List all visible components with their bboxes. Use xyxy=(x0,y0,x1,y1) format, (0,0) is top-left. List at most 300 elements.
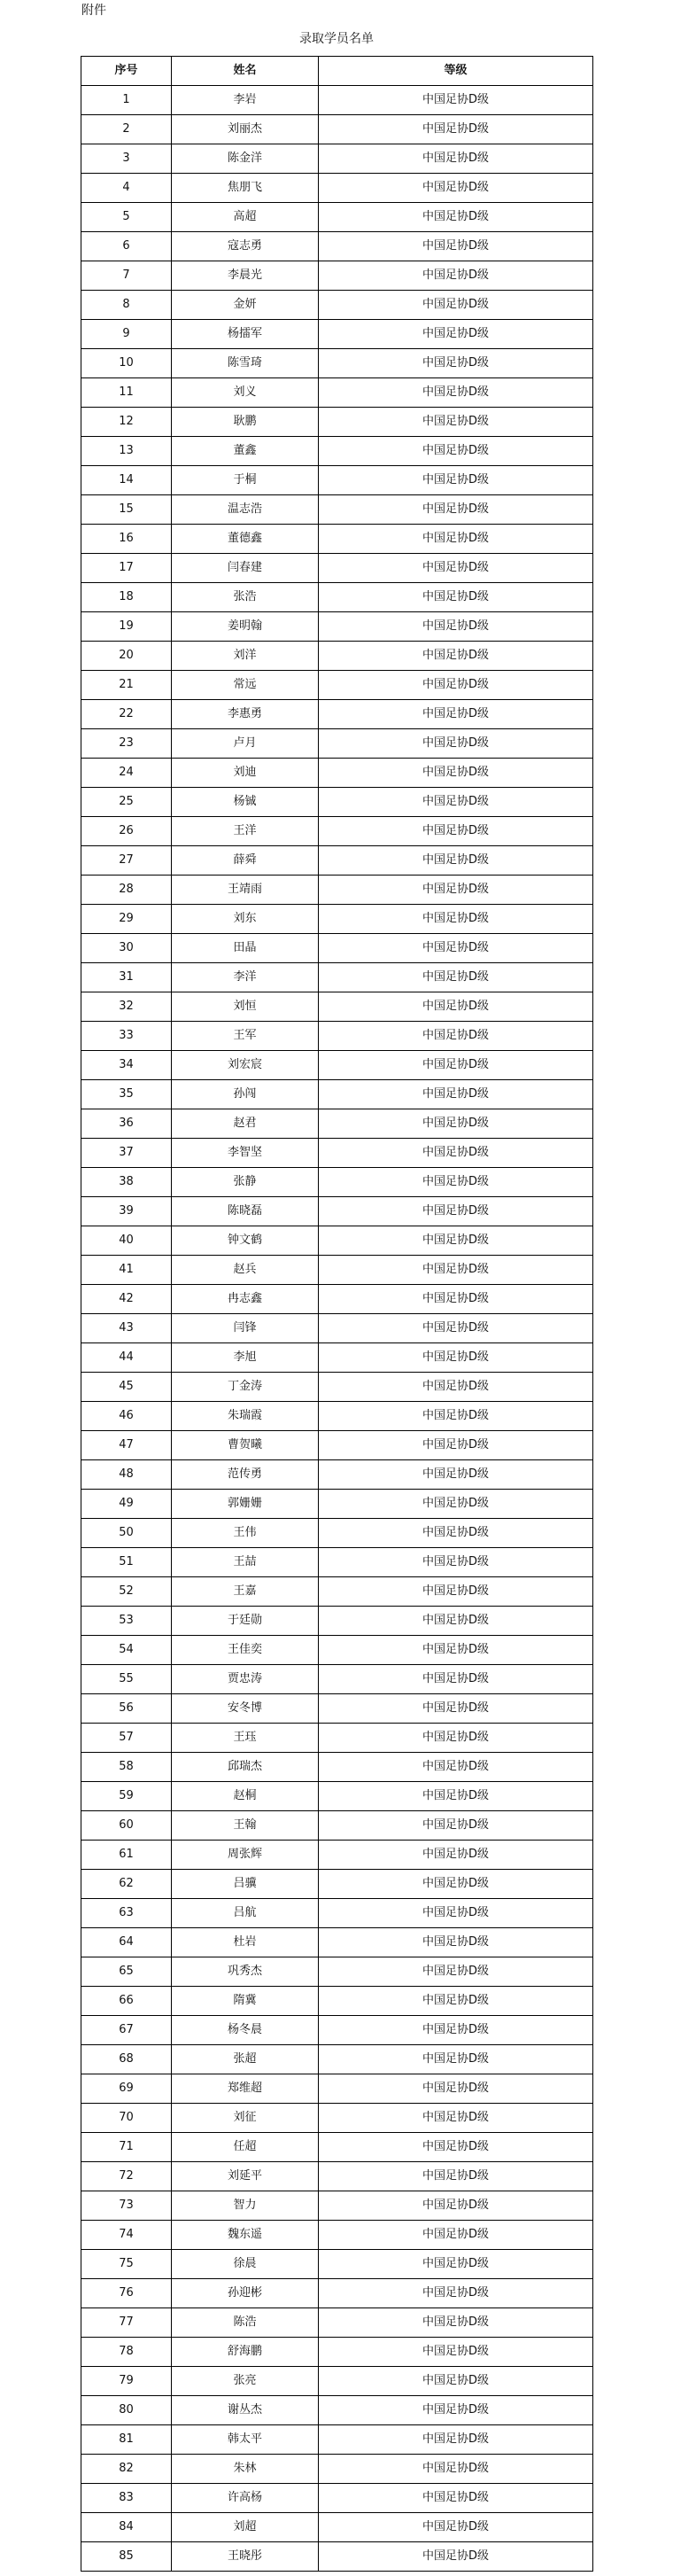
table-row xyxy=(81,2074,593,2104)
cell-number: 74 xyxy=(81,2221,172,2250)
cell-level: 中国足协D级 xyxy=(319,1256,593,1285)
table-row xyxy=(81,1753,593,1782)
table-row xyxy=(81,1314,593,1343)
cell-level: 中国足协D级 xyxy=(319,261,593,291)
cell-name: 周张辉 xyxy=(172,1841,319,1870)
cell-name: 张静 xyxy=(172,1168,319,1197)
cell-number: 10 xyxy=(81,349,172,378)
cell-name: 寇志勇 xyxy=(172,232,319,261)
cell-number: 70 xyxy=(81,2104,172,2133)
cell-name: 孙闯 xyxy=(172,1080,319,1109)
cell-number: 84 xyxy=(81,2513,172,2542)
cell-name: 常远 xyxy=(172,671,319,700)
cell-number: 68 xyxy=(81,2045,172,2074)
cell-number: 50 xyxy=(81,1519,172,1548)
cell-name: 安冬博 xyxy=(172,1694,319,1724)
cell-level: 中国足协D级 xyxy=(319,1724,593,1753)
table-row xyxy=(81,174,593,203)
table-row xyxy=(81,1168,593,1197)
table-row xyxy=(81,2191,593,2221)
cell-number: 71 xyxy=(81,2133,172,2162)
cell-level: 中国足协D级 xyxy=(319,378,593,408)
cell-number: 63 xyxy=(81,1899,172,1928)
cell-level: 中国足协D级 xyxy=(319,2162,593,2191)
cell-name: 陈金洋 xyxy=(172,144,319,174)
cell-level: 中国足协D级 xyxy=(319,905,593,934)
table-row xyxy=(81,1577,593,1607)
cell-number: 79 xyxy=(81,2367,172,2396)
cell-name: 郭姗姗 xyxy=(172,1490,319,1519)
cell-number: 40 xyxy=(81,1226,172,1256)
table-row xyxy=(81,1957,593,1987)
cell-number: 77 xyxy=(81,2308,172,2338)
cell-number: 54 xyxy=(81,1636,172,1665)
cell-level: 中国足协D级 xyxy=(319,1957,593,1987)
cell-number: 34 xyxy=(81,1051,172,1080)
cell-name: 杨铖 xyxy=(172,788,319,817)
cell-name: 陈雪琦 xyxy=(172,349,319,378)
cell-number: 72 xyxy=(81,2162,172,2191)
cell-name: 董德鑫 xyxy=(172,525,319,554)
cell-level: 中国足协D级 xyxy=(319,1460,593,1490)
cell-number: 42 xyxy=(81,1285,172,1314)
cell-level: 中国足协D级 xyxy=(319,1051,593,1080)
cell-level: 中国足协D级 xyxy=(319,320,593,349)
cell-level: 中国足协D级 xyxy=(319,1168,593,1197)
table-row xyxy=(81,671,593,700)
cell-number: 36 xyxy=(81,1109,172,1139)
table-row xyxy=(81,1256,593,1285)
cell-number: 60 xyxy=(81,1811,172,1841)
cell-name: 张浩 xyxy=(172,583,319,612)
cell-name: 卢月 xyxy=(172,729,319,759)
cell-name: 舒海鹏 xyxy=(172,2338,319,2367)
cell-level: 中国足协D级 xyxy=(319,203,593,232)
cell-name: 李岩 xyxy=(172,86,319,115)
table-row xyxy=(81,1870,593,1899)
table-row xyxy=(81,2221,593,2250)
cell-name: 丁金涛 xyxy=(172,1373,319,1402)
cell-number: 57 xyxy=(81,1724,172,1753)
cell-number: 49 xyxy=(81,1490,172,1519)
cell-number: 46 xyxy=(81,1402,172,1431)
cell-name: 闫春建 xyxy=(172,554,319,583)
cell-level: 中国足协D级 xyxy=(319,2104,593,2133)
cell-name: 王洋 xyxy=(172,817,319,846)
cell-name: 刘迪 xyxy=(172,759,319,788)
cell-name: 赵君 xyxy=(172,1109,319,1139)
cell-level: 中国足协D级 xyxy=(319,2338,593,2367)
cell-name: 张亮 xyxy=(172,2367,319,2396)
table-row xyxy=(81,2308,593,2338)
cell-level: 中国足协D级 xyxy=(319,2542,593,2572)
cell-name: 李惠勇 xyxy=(172,700,319,729)
cell-number: 31 xyxy=(81,963,172,992)
cell-name: 王珏 xyxy=(172,1724,319,1753)
cell-level: 中国足协D级 xyxy=(319,144,593,174)
table-row xyxy=(81,583,593,612)
cell-name: 杜岩 xyxy=(172,1928,319,1957)
cell-number: 30 xyxy=(81,934,172,963)
cell-name: 吕航 xyxy=(172,1899,319,1928)
header-number: 序号 xyxy=(81,57,172,86)
cell-number: 22 xyxy=(81,700,172,729)
cell-level: 中国足协D级 xyxy=(319,291,593,320)
cell-level: 中国足协D级 xyxy=(319,2191,593,2221)
cell-level: 中国足协D级 xyxy=(319,2396,593,2425)
table-row xyxy=(81,2133,593,2162)
cell-number: 47 xyxy=(81,1431,172,1460)
cell-level: 中国足协D级 xyxy=(319,1022,593,1051)
cell-name: 曹贺曦 xyxy=(172,1431,319,1460)
cell-number: 61 xyxy=(81,1841,172,1870)
table-row xyxy=(81,1285,593,1314)
table-row xyxy=(81,2425,593,2455)
table-row xyxy=(81,934,593,963)
cell-number: 18 xyxy=(81,583,172,612)
cell-level: 中国足协D级 xyxy=(319,1811,593,1841)
cell-number: 83 xyxy=(81,2484,172,2513)
cell-name: 魏东遥 xyxy=(172,2221,319,2250)
table-row xyxy=(81,378,593,408)
cell-level: 中国足协D级 xyxy=(319,1431,593,1460)
cell-number: 14 xyxy=(81,466,172,495)
cell-level: 中国足协D级 xyxy=(319,1373,593,1402)
cell-name: 刘洋 xyxy=(172,642,319,671)
table-row xyxy=(81,2338,593,2367)
cell-level: 中国足协D级 xyxy=(319,1139,593,1168)
cell-number: 29 xyxy=(81,905,172,934)
table-row xyxy=(81,2045,593,2074)
cell-number: 53 xyxy=(81,1607,172,1636)
cell-name: 王翰 xyxy=(172,1811,319,1841)
cell-level: 中国足协D级 xyxy=(319,1841,593,1870)
cell-level: 中国足协D级 xyxy=(319,1285,593,1314)
cell-number: 21 xyxy=(81,671,172,700)
cell-number: 64 xyxy=(81,1928,172,1957)
table-row xyxy=(81,1724,593,1753)
cell-level: 中国足协D级 xyxy=(319,2250,593,2279)
table-row xyxy=(81,2542,593,2572)
table-row xyxy=(81,817,593,846)
table-row xyxy=(81,1987,593,2016)
table-row xyxy=(81,466,593,495)
cell-name: 陈晓磊 xyxy=(172,1197,319,1226)
table-header-row xyxy=(81,57,593,86)
cell-name: 巩秀杰 xyxy=(172,1957,319,1987)
cell-level: 中国足协D级 xyxy=(319,2045,593,2074)
table-row xyxy=(81,846,593,876)
cell-name: 冉志鑫 xyxy=(172,1285,319,1314)
cell-number: 23 xyxy=(81,729,172,759)
cell-number: 78 xyxy=(81,2338,172,2367)
cell-number: 45 xyxy=(81,1373,172,1402)
cell-number: 80 xyxy=(81,2396,172,2425)
cell-name: 王靖雨 xyxy=(172,876,319,905)
cell-level: 中国足协D级 xyxy=(319,1197,593,1226)
cell-name: 金妍 xyxy=(172,291,319,320)
table-row xyxy=(81,1811,593,1841)
cell-number: 76 xyxy=(81,2279,172,2308)
cell-name: 姜明翰 xyxy=(172,612,319,642)
table-row xyxy=(81,1665,593,1694)
cell-level: 中国足协D级 xyxy=(319,2279,593,2308)
table-row xyxy=(81,1431,593,1460)
cell-name: 范传勇 xyxy=(172,1460,319,1490)
cell-name: 王喆 xyxy=(172,1548,319,1577)
cell-name: 董鑫 xyxy=(172,437,319,466)
cell-number: 8 xyxy=(81,291,172,320)
cell-level: 中国足协D级 xyxy=(319,1782,593,1811)
cell-level: 中国足协D级 xyxy=(319,1402,593,1431)
admitted-students-table xyxy=(81,56,593,2572)
cell-name: 徐晨 xyxy=(172,2250,319,2279)
cell-level: 中国足协D级 xyxy=(319,1519,593,1548)
cell-name: 贾忠涛 xyxy=(172,1665,319,1694)
cell-number: 24 xyxy=(81,759,172,788)
table-row xyxy=(81,1139,593,1168)
cell-level: 中国足协D级 xyxy=(319,612,593,642)
cell-level: 中国足协D级 xyxy=(319,1928,593,1957)
cell-name: 许高杨 xyxy=(172,2484,319,2513)
cell-name: 谢丛杰 xyxy=(172,2396,319,2425)
table-row xyxy=(81,700,593,729)
cell-name: 王晓彤 xyxy=(172,2542,319,2572)
cell-level: 中国足协D级 xyxy=(319,1870,593,1899)
cell-level: 中国足协D级 xyxy=(319,1343,593,1373)
table-row xyxy=(81,1928,593,1957)
cell-level: 中国足协D级 xyxy=(319,700,593,729)
cell-number: 37 xyxy=(81,1139,172,1168)
header-level: 等级 xyxy=(319,57,593,86)
cell-level: 中国足协D级 xyxy=(319,2484,593,2513)
cell-name: 于廷勋 xyxy=(172,1607,319,1636)
cell-number: 67 xyxy=(81,2016,172,2045)
cell-level: 中国足协D级 xyxy=(319,2016,593,2045)
cell-name: 李智坚 xyxy=(172,1139,319,1168)
cell-level: 中国足协D级 xyxy=(319,759,593,788)
table-row xyxy=(81,1899,593,1928)
cell-level: 中国足协D级 xyxy=(319,495,593,525)
cell-number: 56 xyxy=(81,1694,172,1724)
table-row xyxy=(81,2016,593,2045)
cell-number: 32 xyxy=(81,992,172,1022)
cell-number: 12 xyxy=(81,408,172,437)
cell-level: 中国足协D级 xyxy=(319,2133,593,2162)
table-row xyxy=(81,1782,593,1811)
cell-name: 闫锋 xyxy=(172,1314,319,1343)
table-row xyxy=(81,1226,593,1256)
cell-name: 杨擂军 xyxy=(172,320,319,349)
table-row xyxy=(81,115,593,144)
cell-name: 耿鹏 xyxy=(172,408,319,437)
cell-number: 35 xyxy=(81,1080,172,1109)
table-row xyxy=(81,1490,593,1519)
table-row xyxy=(81,2367,593,2396)
cell-level: 中国足协D级 xyxy=(319,2513,593,2542)
cell-name: 刘恒 xyxy=(172,992,319,1022)
table-row xyxy=(81,729,593,759)
cell-name: 焦朋飞 xyxy=(172,174,319,203)
cell-level: 中国足协D级 xyxy=(319,1226,593,1256)
cell-level: 中国足协D级 xyxy=(319,1607,593,1636)
cell-level: 中国足协D级 xyxy=(319,2308,593,2338)
cell-level: 中国足协D级 xyxy=(319,554,593,583)
table-row xyxy=(81,495,593,525)
cell-number: 59 xyxy=(81,1782,172,1811)
cell-name: 刘征 xyxy=(172,2104,319,2133)
cell-number: 25 xyxy=(81,788,172,817)
cell-number: 41 xyxy=(81,1256,172,1285)
cell-level: 中国足协D级 xyxy=(319,1080,593,1109)
table-row xyxy=(81,1051,593,1080)
cell-level: 中国足协D级 xyxy=(319,729,593,759)
table-row xyxy=(81,1519,593,1548)
cell-level: 中国足协D级 xyxy=(319,1490,593,1519)
cell-level: 中国足协D级 xyxy=(319,846,593,876)
cell-number: 58 xyxy=(81,1753,172,1782)
table-row xyxy=(81,2484,593,2513)
cell-name: 刘宏宸 xyxy=(172,1051,319,1080)
table-row xyxy=(81,1636,593,1665)
table-row xyxy=(81,788,593,817)
cell-name: 刘东 xyxy=(172,905,319,934)
cell-name: 温志浩 xyxy=(172,495,319,525)
cell-name: 邱瑞杰 xyxy=(172,1753,319,1782)
table-row xyxy=(81,2513,593,2542)
table-row xyxy=(81,1460,593,1490)
cell-name: 张超 xyxy=(172,2045,319,2074)
cell-level: 中国足协D级 xyxy=(319,115,593,144)
cell-number: 5 xyxy=(81,203,172,232)
cell-name: 王佳奕 xyxy=(172,1636,319,1665)
table-row xyxy=(81,876,593,905)
cell-number: 16 xyxy=(81,525,172,554)
cell-level: 中国足协D级 xyxy=(319,2455,593,2484)
cell-level: 中国足协D级 xyxy=(319,583,593,612)
cell-number: 17 xyxy=(81,554,172,583)
attachment-label: 附件 xyxy=(81,4,106,18)
cell-level: 中国足协D级 xyxy=(319,934,593,963)
cell-level: 中国足协D级 xyxy=(319,1314,593,1343)
cell-level: 中国足协D级 xyxy=(319,1899,593,1928)
table-row xyxy=(81,437,593,466)
table-row xyxy=(81,1022,593,1051)
cell-name: 吕骥 xyxy=(172,1870,319,1899)
table-body xyxy=(81,86,593,2572)
cell-name: 朱瑞霞 xyxy=(172,1402,319,1431)
table-row xyxy=(81,992,593,1022)
cell-name: 朱林 xyxy=(172,2455,319,2484)
cell-number: 4 xyxy=(81,174,172,203)
cell-number: 51 xyxy=(81,1548,172,1577)
table-row xyxy=(81,1080,593,1109)
cell-name: 李洋 xyxy=(172,963,319,992)
cell-number: 11 xyxy=(81,378,172,408)
cell-number: 39 xyxy=(81,1197,172,1226)
cell-number: 52 xyxy=(81,1577,172,1607)
cell-name: 于桐 xyxy=(172,466,319,495)
table-row xyxy=(81,1548,593,1577)
cell-level: 中国足协D级 xyxy=(319,86,593,115)
table-row xyxy=(81,2250,593,2279)
cell-name: 赵桐 xyxy=(172,1782,319,1811)
cell-level: 中国足协D级 xyxy=(319,876,593,905)
cell-name: 刘延平 xyxy=(172,2162,319,2191)
cell-number: 81 xyxy=(81,2425,172,2455)
cell-level: 中国足协D级 xyxy=(319,174,593,203)
table-row xyxy=(81,1109,593,1139)
cell-number: 28 xyxy=(81,876,172,905)
table-row xyxy=(81,1841,593,1870)
cell-level: 中国足协D级 xyxy=(319,963,593,992)
document-title: 录取学员名单 xyxy=(299,32,374,46)
cell-number: 66 xyxy=(81,1987,172,2016)
cell-name: 陈浩 xyxy=(172,2308,319,2338)
cell-number: 26 xyxy=(81,817,172,846)
cell-level: 中国足协D级 xyxy=(319,817,593,846)
table-row xyxy=(81,1373,593,1402)
cell-number: 75 xyxy=(81,2250,172,2279)
cell-name: 刘超 xyxy=(172,2513,319,2542)
table-row xyxy=(81,1197,593,1226)
cell-level: 中国足协D级 xyxy=(319,2074,593,2104)
table-row xyxy=(81,2162,593,2191)
cell-number: 43 xyxy=(81,1314,172,1343)
cell-number: 2 xyxy=(81,115,172,144)
cell-level: 中国足协D级 xyxy=(319,1577,593,1607)
cell-name: 高超 xyxy=(172,203,319,232)
cell-number: 15 xyxy=(81,495,172,525)
cell-name: 刘丽杰 xyxy=(172,115,319,144)
cell-level: 中国足协D级 xyxy=(319,525,593,554)
cell-name: 隋冀 xyxy=(172,1987,319,2016)
table-row xyxy=(81,905,593,934)
table-row xyxy=(81,554,593,583)
table-row xyxy=(81,408,593,437)
cell-name: 郑维超 xyxy=(172,2074,319,2104)
cell-level: 中国足协D级 xyxy=(319,232,593,261)
cell-number: 9 xyxy=(81,320,172,349)
cell-level: 中国足协D级 xyxy=(319,466,593,495)
cell-level: 中国足协D级 xyxy=(319,1636,593,1665)
cell-name: 任超 xyxy=(172,2133,319,2162)
cell-name: 智力 xyxy=(172,2191,319,2221)
table-row xyxy=(81,642,593,671)
cell-level: 中国足协D级 xyxy=(319,671,593,700)
table-row xyxy=(81,759,593,788)
cell-number: 44 xyxy=(81,1343,172,1373)
table-row xyxy=(81,144,593,174)
cell-level: 中国足协D级 xyxy=(319,2221,593,2250)
table-row xyxy=(81,291,593,320)
table-row xyxy=(81,525,593,554)
cell-number: 65 xyxy=(81,1957,172,1987)
cell-number: 73 xyxy=(81,2191,172,2221)
cell-number: 3 xyxy=(81,144,172,174)
cell-number: 6 xyxy=(81,232,172,261)
cell-number: 48 xyxy=(81,1460,172,1490)
cell-name: 赵兵 xyxy=(172,1256,319,1285)
table-row xyxy=(81,2279,593,2308)
cell-name: 刘义 xyxy=(172,378,319,408)
cell-level: 中国足协D级 xyxy=(319,642,593,671)
cell-number: 1 xyxy=(81,86,172,115)
cell-level: 中国足协D级 xyxy=(319,1987,593,2016)
cell-number: 33 xyxy=(81,1022,172,1051)
cell-level: 中国足协D级 xyxy=(319,2367,593,2396)
cell-number: 27 xyxy=(81,846,172,876)
